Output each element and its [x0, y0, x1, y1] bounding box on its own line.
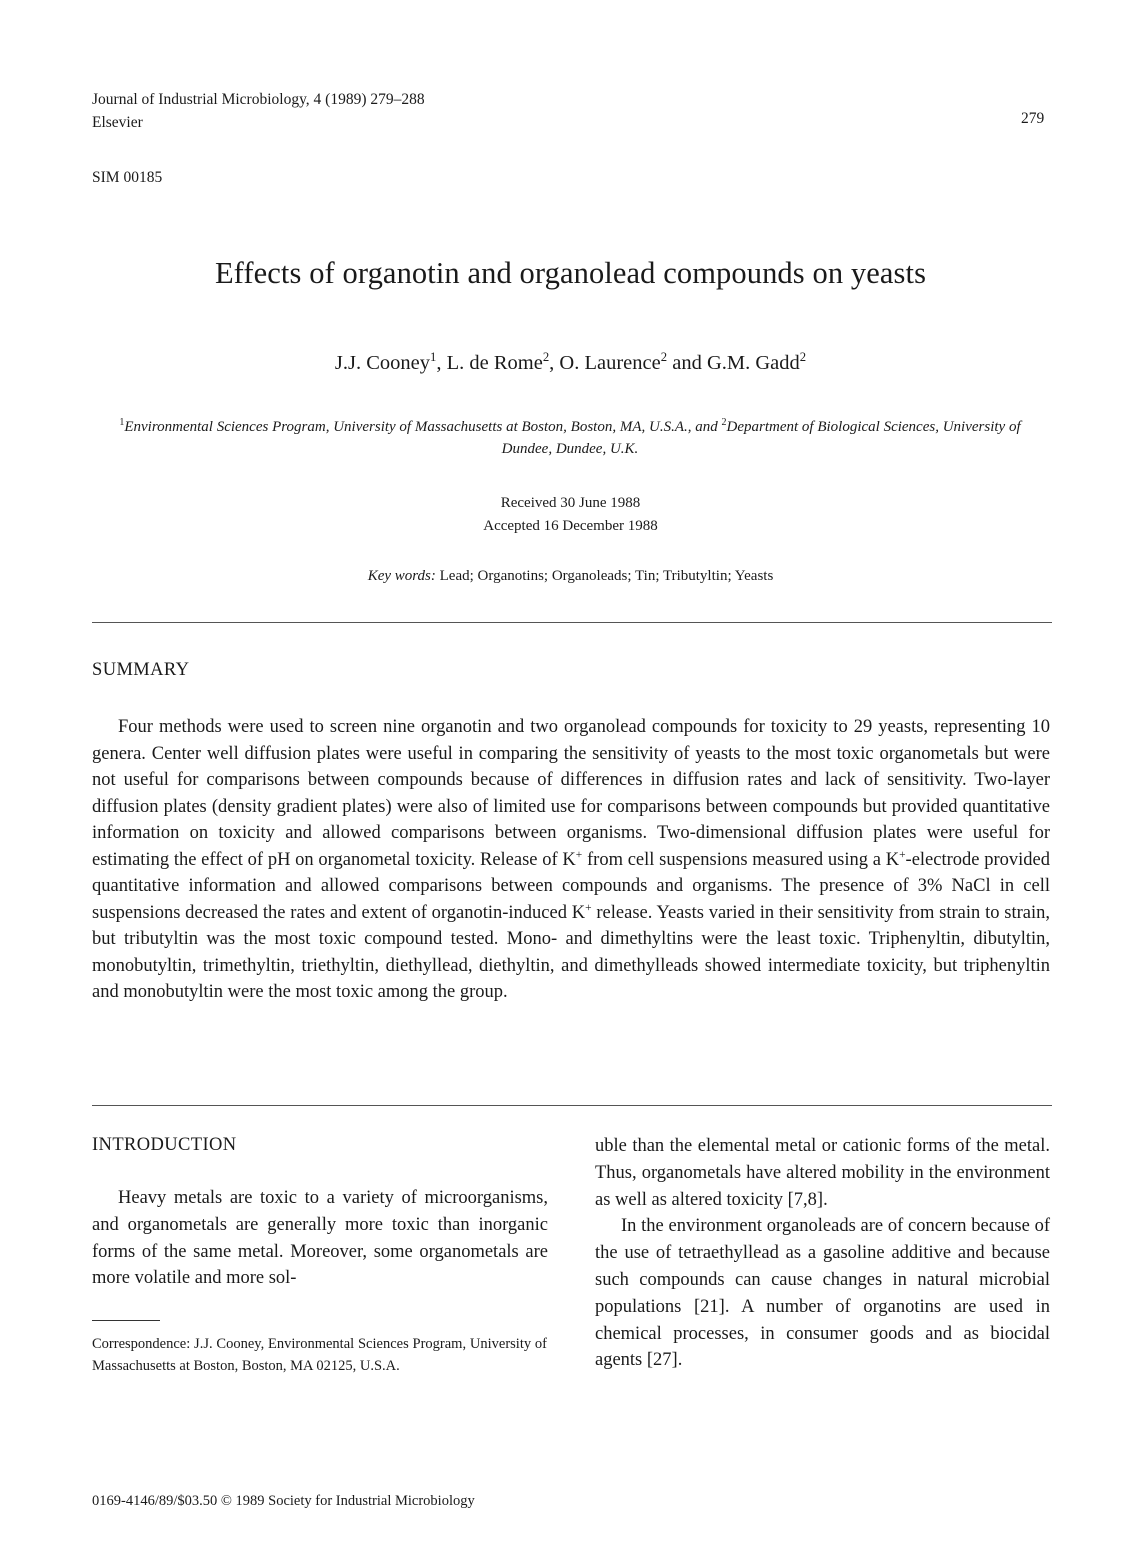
author-name: G.M. Gadd	[706, 352, 800, 374]
journal-citation: Journal of Industrial Microbiology, 4 (1989) 279–288	[92, 91, 425, 108]
superscript-plus: +	[575, 848, 583, 861]
paragraph: uble than the elemental metal or cationic forms of the metal. Thus, organometals have altered mobility in the environment as well as altered toxicity [7,8].	[595, 1136, 1050, 1210]
author-list: J.J. Cooney$^1$, L. de Rome$^2$, O. Laurence$^2$ and G.M. Gadd$^2$	[334, 350, 807, 374]
intro-left-column	[92, 1185, 548, 1292]
affil-mark: 2	[721, 417, 727, 428]
correspondence-note: Correspondence: J.J. Cooney, Environmental Sciences Program, University of Massachusetts at Boston, Boston, MA 02125, U.S.A.	[92, 1336, 547, 1374]
received-date: Received 30 June 1988	[500, 495, 641, 511]
summary-text-part: from cell suspensions measured using a K	[582, 849, 900, 870]
summary-text-part: -electrode provided quantitative information and allowed comparisons between compounds and organisms. The presence of 3% NaCl in cell suspensions decreased the rates and extent of organotin-induced K	[92, 849, 1050, 923]
sim-code: SIM 00185	[92, 169, 163, 186]
keywords	[0, 568, 1141, 585]
article-dates	[0, 492, 1141, 537]
keywords-label: Key words:	[367, 568, 436, 584]
divider	[92, 622, 1052, 623]
superscript-plus: +	[585, 901, 592, 914]
divider	[92, 1105, 1052, 1106]
summary-text-part: Four methods were used to screen nine organotin and two organolead compounds for toxicity to 29 yeasts, representing 10 genera. Center well diffusion plates were useful in comparing the sensitivity of yeasts to the most toxic organometals but were not useful for comparisons between compounds because of differences in diffusion rates and lack of sensitivity. Two-layer diffusion plates (density gradient plates) were also of limited use for comparisons between compounds but provided quantitative information on toxicity and allowed comparisons between organisms. Two-dimensional diffusion plates were useful for estimating the effect of pH on organometal toxicity. Release of K	[92, 717, 1050, 870]
summary-text-part: release. Yeasts varied in their sensitivity from strain to strain, but tributyltin was the most toxic compound tested. Mono- and dimethyltins were the least toxic. Triphenyltin, dibutyltin, monobutyltin, trimethyltin, triethyltin, diethyllead, diethyltin, and dimethylleads showed intermediate toxicity, but triphenyltin and monobutyltin were the most toxic among the group.	[92, 902, 1050, 1002]
paragraph: Heavy metals are toxic to a variety of microorganisms, and organometals are generally more toxic than inorganic forms of the same metal. Moreover, some organometals are more volatile and more sol-	[92, 1188, 548, 1289]
summary-body	[92, 714, 1050, 1006]
article-title: Effects of organotin and organolead compounds on yeasts	[214, 256, 927, 290]
author-affil-mark: 2	[542, 350, 550, 365]
accepted-date: Accepted 16 December 1988	[483, 517, 658, 534]
copyright-line: 0169-4146/89/$03.50 © 1989 Society for Industrial Microbiology	[92, 1493, 475, 1509]
affiliations	[105, 412, 1035, 460]
affiliation-1: Environmental Sciences Program, University of Massachusetts at Boston, Boston, MA, U.S.A., and	[124, 419, 718, 435]
summary-heading: SUMMARY	[92, 660, 190, 680]
author-name: L. de Rome	[446, 352, 543, 374]
superscript-plus: +	[899, 848, 906, 861]
author-affil-mark: 1	[429, 350, 437, 365]
author-name: J.J. Cooney	[334, 352, 430, 374]
author-name: O. Laurence	[559, 352, 661, 374]
affil-mark: 1	[119, 417, 125, 428]
publisher: Elsevier	[92, 114, 143, 131]
footnote-rule	[92, 1320, 160, 1321]
author-affil-mark: 2	[799, 350, 807, 365]
page-number: 279	[1021, 110, 1045, 127]
introduction-heading: INTRODUCTION	[92, 1135, 237, 1155]
intro-right-column	[595, 1133, 1050, 1374]
paragraph: In the environment organoleads are of concern because of the use of tetraethyllead as a gasoline additive and because such compounds can cause changes in natural microbial populations [21]. A number of organotins are used in chemical processes, in consumer goods and as biocidal agents [27].	[595, 1216, 1050, 1371]
affiliation-2: Department of Biological Sciences, University of Dundee, Dundee, U.K.	[501, 419, 1021, 457]
author-affil-mark: 2	[660, 350, 668, 365]
keywords-list: Lead; Organotins; Organoleads; Tin; Tributyltin; Yeasts	[439, 568, 774, 584]
